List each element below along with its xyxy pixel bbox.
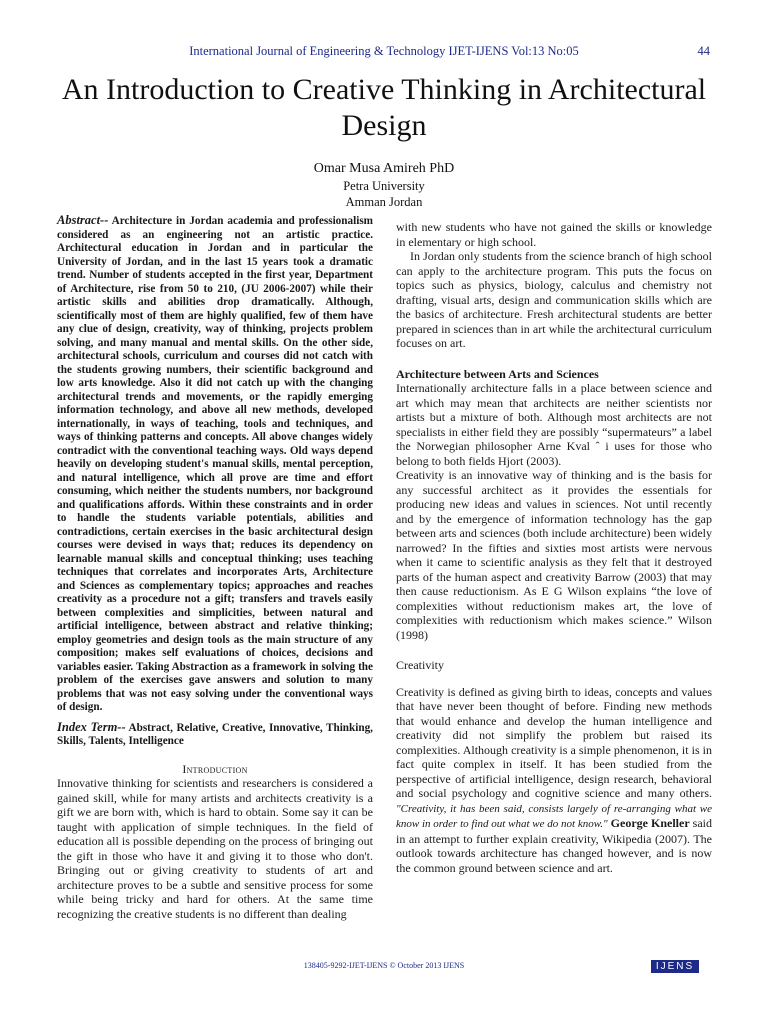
- paragraph-continued: with new students who have not gained the skills or knowledge in elementary or high school.: [396, 220, 712, 249]
- author-block: [184, 160, 584, 210]
- author-location: Amman Jordan: [345, 195, 423, 209]
- index-terms-label: Index Term--: [57, 719, 126, 734]
- ijens-logo: IJENS: [651, 960, 699, 973]
- paragraph-creativity-defined: [396, 685, 712, 876]
- creativity-text-start: Creativity is defined as giving birth to ideas, concepts and values that have never been thought of before. Finding new methods that would enhance and develop the human intelligence and creativity did not simplify the problem but raised its complexities. Although creativity is a simple phenomenon, it is in fact quite complex in itself. It has been studied from the perspective of artificial intelligence, design research, behavioral and social psychology and cognitive science and many others.: [396, 684, 712, 800]
- paragraph-creativity-innovative: Creativity is an innovative way of thinking and is the basis for any successful architect as it provides the essentials for producing new ideas and values in sciences. Not until recently and by the emergence of information technology has the gap between arts and sciences (both include architecture) been widely narrowed? In the fifties and sixties most artists were nervous when it came to scientific analysis as they felt that it destroyed parts of the human aspect and creativity Barrow (2003) that may then cause reductionism. As E G Wilson explains “the love of complexities without reductionism makes art, the love of complexities with reductionism which makes science.” Wilson (1998): [396, 468, 712, 642]
- right-column: [396, 220, 712, 875]
- author-name: Omar Musa Amireh PhD: [313, 161, 455, 176]
- paper-title: An Introduction to Creative Thinking in Architectural Design: [61, 73, 707, 142]
- paragraph-internationally: Internationally architecture falls in a place between science and art which may mean that architects are neither scientists nor artists but a mixture of both. Although most architects are not specialists in either field they are possibly “supermateurs” a label the Norwegian philosopher Arne Kval ˆ i uses for those who belong to both fields Hjort (2003).: [396, 381, 712, 468]
- kneller-quote: "Creativity, it has been said, consists largely of re-arranging what we know in order to find out what we do not know.": [396, 802, 712, 830]
- author-affiliation: Petra University: [343, 179, 425, 193]
- abstract: [57, 214, 373, 715]
- heading-creativity: Creativity: [396, 658, 444, 672]
- index-terms-text: Abstract, Relative, Creative, Innovative, Thinking, Skills, Talents, Intelligence: [57, 721, 373, 747]
- index-terms: [57, 721, 373, 749]
- introduction-text: Innovative thinking for scientists and researchers is considered a gained skill, while for many artists and architects creativity is a gift we are born with, which is hard to obtain. Some say it can be taught with application of simple techniques. In the field of education all is possible depending on the process of bringing out the gift in those who have it and giving it to those who don't. Bringing out or giving creativity to students of art and architecture proves to be a subtle and sensitive process for some while being tricky and hard for others. At the same time recognizing the creative students is no different than dealing: [57, 776, 373, 921]
- abstract-text: Architecture in Jordan academia and professionalism considered as an engineering not an artistic practice. Architectural education in Jordan and in particular the University of Jordan, and in the last 15 years took a dramatic trend. Number of students accepted in the first year, Department of Architecture, rise from 50 to 210, (JU 2006-2007) while their artistic skills and abilities drop dramatically. Although, scientifically most of them are highly qualified, few of them have any clue of design, creativity, way of thinking, projects problem solving, and many manual and mental skills. On the other side, architectural schools, curriculum and courses did not catch with the students growing numbers, their scientific background and low arts knowledge. Also it did not catch up with the changing architectural trends and movements, or the rapidly emerging information technology, and above all new methods, developed internationally, in ways of teaching, tools and techniques, and ways of thinking patterns and concepts. All above changes widely contradict with the conventional teaching ways. Old ways depend heavily on developing student's manual skills, mental perception, and natural intelligence, which all prove are time and effort consuming, which neither the students numbers, nor background and qualifications affords. Within these constraints and in order to handle the students variable potentials, abilities and contradictions, certain exercises in the basic architectural design courses were devised in ways that; reduces its dependency on learnable manual skills and conceptual thinking; uses teaching techniques that correlates and incorporates Arts, Architecture and Sciences as complementary topics; approaches and reaches creativity as a procedure not a gift; transfers and travels easily between complexities and simplicities, between natural and artificial intelligence, between abstract and relative thinking; employ geometries and design tools as the main structure of any composition; makes self evaluations of choices, decisions and variables easier. Taking Abstraction as a framework in solving the problem of the exercises gave answers and solution to many problems that was not easy solving under the conventional ways of design.: [57, 215, 373, 713]
- page-number: 44: [697, 44, 710, 58]
- heading-arts-sciences: Architecture between Arts and Sciences: [396, 366, 599, 381]
- introduction-heading: Introduction: [182, 761, 248, 776]
- abstract-label: Abstract--: [57, 213, 109, 227]
- creativity-text-end: said in an attempt to further explain creativity, Wikipedia (2007). The outlook towards architecture has changed however, and is now the common ground between science and art.: [396, 816, 712, 875]
- left-column: [57, 214, 373, 921]
- paragraph-jordan-students: In Jordan only students from the science branch of high school can apply to the architecture program. This puts the focus on topics such as physics, biology, calculus and chemistry not drafting, visual arts, design and communication skills which are the basics of architecture. Fresh architectural students are better prepared in sciences than in art while the architectural curriculum focuses on art.: [396, 249, 712, 350]
- running-head: International Journal of Engineering & Technology IJET-IJENS Vol:13 No:05: [189, 44, 579, 58]
- kneller-name: George Kneller: [607, 816, 690, 830]
- footer-text: 138405-9292-IJET-IJENS © October 2013 IJENS: [303, 961, 465, 970]
